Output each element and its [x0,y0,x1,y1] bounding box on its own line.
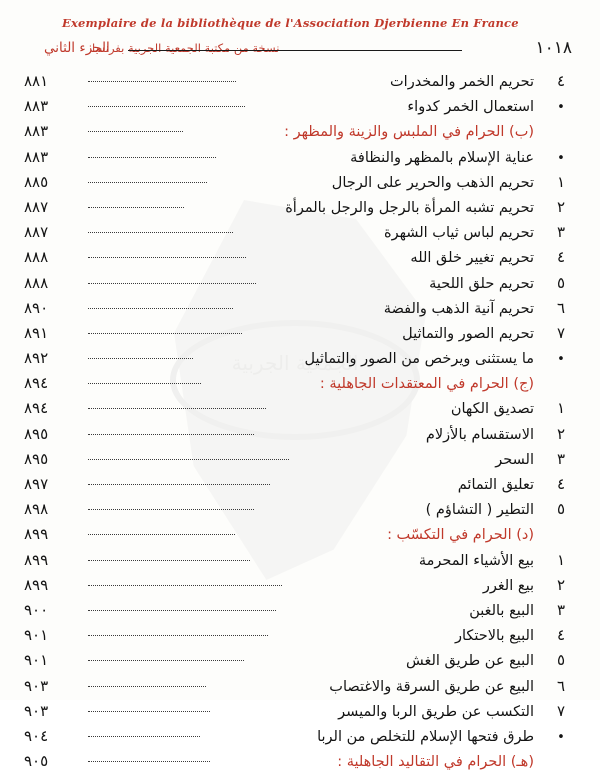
toc-row-page: ٩٠٣ [23,676,49,695]
toc-row-page: ٨٩٩ [23,550,49,569]
toc-leader-dots [88,625,269,636]
toc-row-marker: ٥ [556,651,566,670]
toc-row-title: تحريم الخمر والمخدرات [390,74,534,90]
table-of-contents [18,72,582,777]
toc-row-marker: ٤ [556,626,566,645]
toc-row-page: ٨٨٧ [24,223,49,242]
toc-leader-dots [88,147,216,158]
toc-row[interactable] [18,223,582,248]
toc-row-title: تحريم تغيير خلق الله [410,250,534,267]
toc-leader-dots [88,197,184,208]
toc-row-marker: ٥ [556,273,566,292]
toc-row-title: تصديق الكهان [450,401,534,418]
toc-leader-dots [88,499,254,510]
toc-row-marker: ١ [556,399,566,418]
page-number: ١٠١٨ [535,38,572,58]
toc-leader-dots [88,96,245,107]
toc-row-marker: ١ [556,172,566,191]
toc-row-marker: ٣ [556,600,566,619]
toc-row-title: تحريم الذهب والحرير على الرجال [331,174,534,191]
toc-row-title: تحريم الصور والتماثيل [402,325,534,342]
toc-row-marker: ٢ [556,424,566,443]
page-header [18,38,582,64]
toc-row[interactable] [18,525,582,550]
toc-leader-dots [88,726,200,737]
toc-row-title: البيع عن طريق الغش [405,653,534,670]
toc-row-title: ما يستثنى ويرخص من الصور والتماثيل [304,351,534,368]
toc-row[interactable] [18,450,582,475]
toc-row-title: (ج) الحرام في المعتقدات الجاهلية : [319,376,534,393]
toc-row-page: ٩٠٠ [24,600,49,619]
toc-leader-dots [88,172,207,183]
toc-leader-dots [88,449,289,460]
toc-row[interactable] [18,576,582,601]
toc-leader-dots [88,524,235,535]
toc-row[interactable] [18,248,582,273]
toc-row-marker: ٧ [556,323,566,342]
toc-row-page: ٩٠١ [23,626,49,645]
toc-leader-dots [88,575,282,586]
toc-row[interactable] [18,626,582,651]
toc-row[interactable] [18,425,582,450]
toc-leader-dots [88,550,250,561]
toc-row-marker: ٣ [556,223,566,242]
library-stamp-line [18,16,582,36]
part-label: الجزء الثاني [44,40,110,56]
toc-row-page: ٨٩٧ [24,475,49,493]
toc-row-title: تعليق التمائم [457,477,534,493]
toc-row-page: ٨٨٨ [23,248,49,267]
toc-leader-dots [88,348,193,359]
toc-leader-dots [88,751,210,762]
toc-row[interactable] [18,72,582,97]
toc-leader-dots [88,323,242,334]
library-stamp-text: Exemplaire de la bibliothèque de l'Association Djerbienne En France [62,16,519,30]
watermark-text: الجمعية الجربية [231,351,359,375]
toc-row[interactable] [18,97,582,122]
toc-row-marker: • [557,729,565,745]
toc-row-title: عناية الإسلام بالمظهر والنظافة [350,149,534,166]
toc-row-marker: ٥ [556,500,566,519]
toc-row-title: البيع بالغبن [469,602,534,619]
toc-row-title: (ب) الحرام في الملبس والزينة والمظهر : [284,124,534,141]
toc-row-title: طرق فتحها الإسلام للتخلص من الربا [317,728,534,745]
toc-row-page: ٨٩٤ [24,374,49,393]
toc-row-marker: ٤ [556,475,566,493]
toc-row[interactable] [18,349,582,374]
toc-row-marker: ١ [556,550,566,569]
toc-leader-dots [88,222,233,233]
toc-row-title: السحر [495,451,534,468]
toc-row-page: ٨٩٥ [23,424,49,443]
toc-leader-dots [88,273,256,284]
toc-row-title: تحريم تشبه المرأة بالرجل والرجل بالمرأة [285,199,534,216]
toc-leader-dots [88,650,244,661]
toc-leader-dots [88,676,206,687]
toc-row[interactable] [18,500,582,525]
toc-row-title: التكسب عن طريق الربا والميسر [338,703,534,720]
toc-row-page: ٩٠٤ [24,726,49,745]
toc-row-title: البيع عن طريق السرقة والاغتصاب [329,678,534,695]
toc-row-page: ٨٩٩ [24,525,49,544]
toc-leader-dots [88,398,266,409]
toc-row[interactable] [18,677,582,702]
toc-row-page: ٩٠٥ [24,752,49,771]
toc-row-page: ٨٨٣ [24,147,49,166]
toc-row-marker: ٦ [556,298,566,317]
toc-row-marker: • [557,100,565,116]
toc-row-title: تحريم آنية الذهب والفضة [383,300,534,317]
toc-leader-dots [88,71,236,82]
toc-row-page: ٩٠١ [24,651,49,670]
toc-row-page: ٩٠٣ [24,701,49,720]
toc-row-page: ٨٩٢ [23,349,49,368]
toc-row-page: ٨٨٣ [24,97,49,116]
toc-row[interactable] [18,374,582,399]
toc-row-marker: • [557,150,565,166]
toc-row[interactable] [18,651,582,676]
toc-row-title: استعمال الخمر كدواء [407,99,534,116]
toc-leader-dots [88,701,210,712]
arabic-stamp-text: نسخة من مكتبة الجمعية الجربية بفرنسا [92,41,280,55]
toc-row[interactable] [18,148,582,173]
toc-leader-dots [88,247,246,258]
toc-row-marker: ٤ [556,248,566,267]
toc-row-page: ٨٨٨ [23,273,49,292]
toc-row-page: ٨٩٨ [23,500,49,519]
toc-row[interactable] [18,752,582,777]
toc-row-title: بيع الغرر [482,577,534,594]
header-rule [128,50,462,51]
toc-leader-dots [88,373,201,384]
toc-row[interactable] [18,274,582,299]
toc-row-marker: ٧ [556,701,566,720]
toc-row-page: ٨٩٤ [23,399,49,418]
toc-row-marker: ٣ [556,449,566,468]
toc-row-marker: ٤ [556,72,566,90]
toc-row[interactable] [18,399,582,424]
toc-row[interactable] [18,324,582,349]
toc-row-title: (د) الحرام في التكسّب : [387,527,534,544]
toc-row-title: تحريم حلق اللحية [429,275,534,292]
toc-row-marker: ٢ [556,197,566,216]
toc-row-page: ٨٩١ [24,323,49,342]
toc-row[interactable] [18,173,582,198]
toc-row-title: الاستقسام بالأزلام [425,426,534,443]
toc-row-marker: ٢ [556,575,566,594]
toc-row-title: التطير ( التشاؤم ) [425,502,534,519]
toc-leader-dots [88,474,270,485]
toc-row-title: بيع الأشياء المحرمة [418,552,534,569]
toc-row-page: ٨٩٠ [23,298,49,317]
toc-row[interactable] [18,727,582,752]
toc-row-page: ٨٨١ [23,72,49,90]
toc-leader-dots [88,600,276,611]
toc-leader-dots [88,424,254,435]
toc-row[interactable] [18,551,582,576]
toc-row-page: ٨٩٩ [24,575,49,594]
toc-row[interactable] [18,122,582,147]
toc-row-page: ٨٩٥ [24,449,49,468]
toc-row[interactable] [18,702,582,727]
toc-row-marker: ٦ [556,676,566,695]
toc-row-title: تحريم لباس ثياب الشهرة [384,225,534,242]
toc-row[interactable] [18,299,582,324]
toc-row[interactable] [18,475,582,500]
toc-row-page: ٨٨٧ [23,197,49,216]
toc-row[interactable] [18,601,582,626]
toc-leader-dots [88,298,233,309]
toc-row-title: البيع بالاحتكار [454,628,534,645]
toc-row[interactable] [18,198,582,223]
toc-row-title: (هـ) الحرام في التقاليد الجاهلية : [337,754,534,771]
toc-row-page: ٨٨٥ [24,172,49,191]
toc-row-marker: • [557,352,565,368]
toc-leader-dots [88,121,183,132]
toc-row-page: ٨٨٣ [24,122,49,141]
